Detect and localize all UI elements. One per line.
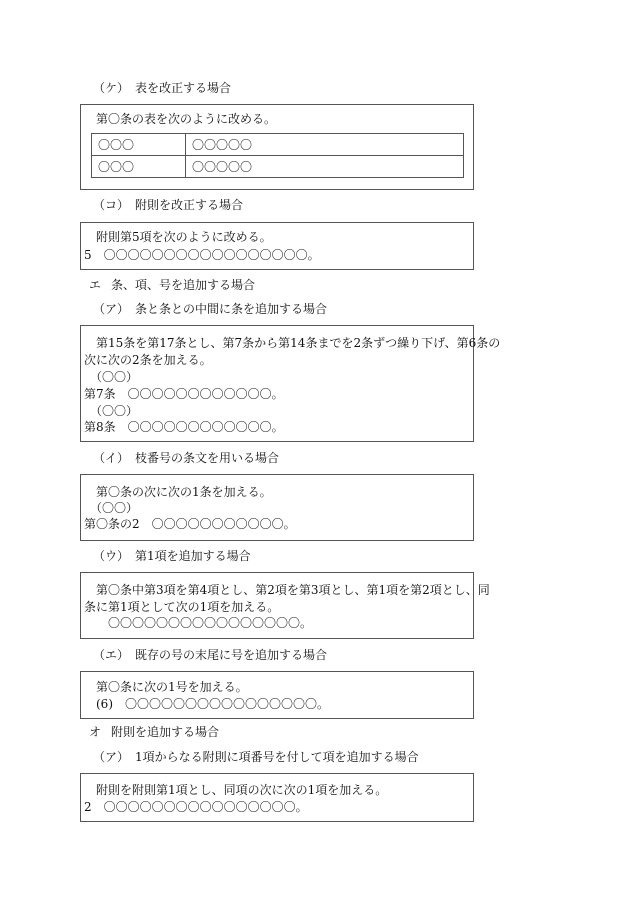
box-line: （〇〇）: [90, 404, 139, 418]
box-line: 第〇条の表を次のように改める。: [96, 112, 277, 126]
box-line: 第15条を第17条とし、第7条から第14条までを2条ずつ繰り下げ、第6条の: [96, 336, 501, 350]
box-line: 次に次の2条を加える。: [84, 353, 212, 367]
heading-label: （ア）: [93, 302, 130, 316]
heading-a2: [93, 749, 419, 765]
box-line: 第〇条の次に次の1条を加える。: [96, 485, 272, 499]
box-line: 第〇条の2 〇〇〇〇〇〇〇〇〇〇〇。: [84, 517, 296, 531]
box-line: 第7条 〇〇〇〇〇〇〇〇〇〇〇〇。: [84, 387, 284, 401]
example-box-add-item: [80, 671, 474, 719]
example-table: [91, 133, 464, 178]
heading-label: （コ）: [93, 198, 130, 212]
heading-title: 第1項を追加する場合: [135, 549, 251, 563]
heading-title: 枝番号の条文を用いる場合: [135, 451, 280, 465]
heading-label: （ア）: [93, 750, 130, 764]
box-line: 附則を附則第1項とし、同項の次に次の1項を加える。: [96, 783, 388, 797]
heading-title: 附則を追加する場合: [111, 725, 220, 739]
box-line: 第8条 〇〇〇〇〇〇〇〇〇〇〇〇。: [84, 420, 284, 434]
heading-i: [93, 450, 279, 466]
heading-a: [93, 301, 327, 317]
box-line: 5 〇〇〇〇〇〇〇〇〇〇〇〇〇〇〇〇〇。: [84, 248, 320, 262]
heading-label: オ: [89, 725, 102, 739]
heading-title: 既存の号の末尾に号を追加する場合: [135, 648, 328, 662]
heading-label: （イ）: [93, 451, 130, 465]
box-line: 2 〇〇〇〇〇〇〇〇〇〇〇〇〇〇〇〇。: [84, 800, 308, 814]
table-cell: 〇〇〇〇〇: [186, 156, 464, 178]
heading-label: （ケ）: [93, 81, 130, 95]
box-line: 条に第1項として次の1項を加える。: [84, 600, 280, 614]
heading-e2: [93, 647, 327, 663]
heading-title: 附則を改正する場合: [135, 198, 244, 212]
example-box-add-articles: [80, 325, 501, 442]
heading-ke: [93, 80, 231, 96]
heading-title: 条と条との中間に条を追加する場合: [135, 302, 328, 316]
table-cell: 〇〇〇〇〇: [186, 134, 464, 156]
heading-u: [93, 548, 251, 564]
box-line: （〇〇）: [90, 501, 139, 515]
heading-ko: [93, 197, 243, 213]
heading-label: （ウ）: [93, 549, 130, 563]
box-line: 附則第5項を次のように改める。: [96, 230, 272, 244]
example-box-table: [80, 104, 474, 190]
heading-title: 表を改正する場合: [135, 81, 232, 95]
heading-e: [89, 277, 255, 293]
heading-o: [89, 724, 219, 740]
box-line: 〇〇〇〇〇〇〇〇〇〇〇〇〇〇〇〇。: [108, 616, 313, 630]
heading-label: （エ）: [93, 648, 130, 662]
heading-title: 条、項、号を追加する場合: [111, 278, 256, 292]
table-cell: 〇〇〇: [92, 156, 186, 178]
example-box-branch-number: [80, 474, 474, 541]
box-line: (6) 〇〇〇〇〇〇〇〇〇〇〇〇〇〇〇〇。: [96, 697, 329, 711]
example-box-supplementary: [80, 222, 474, 270]
heading-title: 1項からなる附則に項番号を付して項を追加する場合: [135, 750, 419, 764]
heading-label: エ: [89, 278, 102, 292]
example-box-add-supplementary: [80, 773, 474, 822]
box-line: 第〇条に次の1号を加える。: [96, 680, 248, 694]
box-line: （〇〇）: [90, 370, 139, 384]
box-line: 第〇条中第3項を第4項とし、第2項を第3項とし、第1項を第2項とし、同: [96, 583, 490, 597]
table-cell: 〇〇〇: [92, 134, 186, 156]
example-box-add-paragraph: [80, 572, 490, 639]
